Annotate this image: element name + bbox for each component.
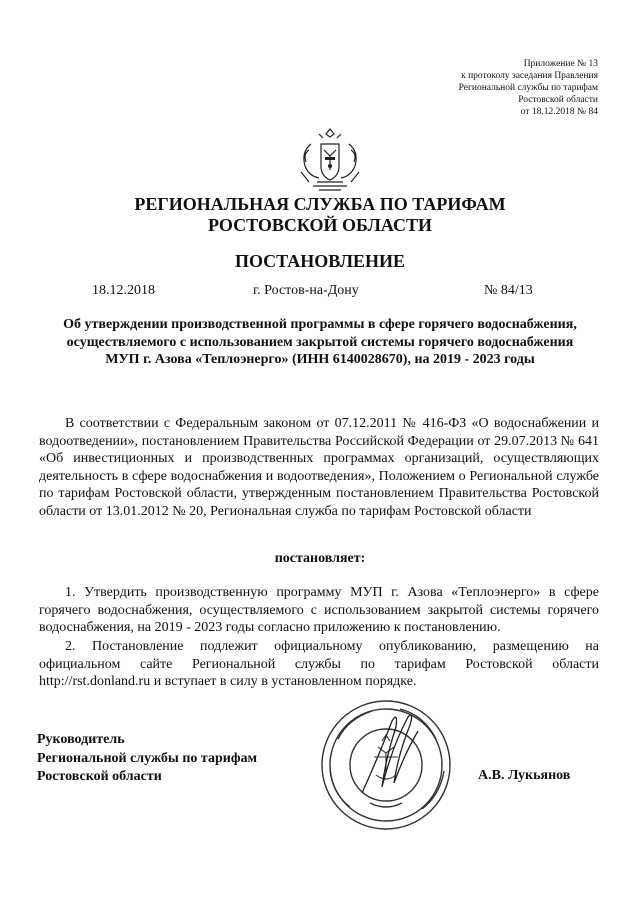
signer-title-line1: Руководитель: [37, 732, 125, 747]
signer-name: А.В. Лукьянов: [478, 768, 571, 783]
document-city: г. Ростов-на-Дону: [253, 283, 359, 298]
annex-line: Приложение № 13: [523, 59, 598, 69]
organization-name: [0, 194, 640, 236]
preamble-paragraph: В соответствии с Федеральным законом от 07.12.2011 № 416-ФЗ «О водоснабжении и водоотведении», постановлением Правительства Российской Федерации от 29.07.2013 № 641 «Об инвестиционных и производственных программах организаций, осуществляющих деятельность в сфере водоснабжения и водоотведения», Положением о Региональной службе по тарифам Ростовской области, утвержденным постановлением Правительства Ростовской области от 13.01.2012 № 20, Региональная служба по тарифам Ростовской области: [39, 416, 599, 519]
annex-line: Ростовской области: [518, 95, 598, 105]
resolution-item-1: 1. Утвердить производственную программу МУП г. Азова «Теплоэнерго» в сфере горячего водоснабжения, осуществляемого с использованием закрытой системы горячего водоснабжения, на 2019 - 2023 годы согласно приложению к постановлению.: [39, 585, 599, 635]
annex-line: к протоколу заседания Правления: [461, 71, 598, 81]
official-seal-icon: [318, 697, 454, 833]
organization-name-line2: РОСТОВСКОЙ ОБЛАСТИ: [208, 215, 432, 235]
signer-title: [37, 731, 257, 787]
annex-reference: [358, 58, 598, 118]
document-number: № 84/13: [484, 283, 533, 298]
coat-of-arms-icon: [297, 126, 363, 194]
resolves-heading: постановляет:: [274, 551, 366, 566]
signer-title-line3: Ростовской области: [37, 769, 162, 784]
document-subject: Об утверждении производственной программы в сфере горячего водоснабжения, осуществляемого с использованием закрытой системы горячего водоснабжения МУП г. Азова «Теплоэнерго» (ИНН 6140028670), на 2019 - 2023 годы: [63, 317, 577, 367]
signer-title-line2: Региональной службы по тарифам: [37, 750, 258, 766]
annex-line: от 18.12.2018 № 84: [520, 107, 598, 117]
annex-line: Региональной службы по тарифам: [458, 83, 598, 93]
organization-name-line1: РЕГИОНАЛЬНАЯ СЛУЖБА ПО ТАРИФАМ: [134, 194, 506, 214]
document-date: 18.12.2018: [92, 283, 155, 298]
document-type: ПОСТАНОВЛЕНИЕ: [234, 251, 406, 271]
resolution-item-2: 2. Постановление подлежит официальному опубликованию, размещению на официальном сайте Региональной службы по тарифам Ростовской области http://rst.donland.ru и вступает в силу в установленном порядке.: [39, 639, 599, 689]
